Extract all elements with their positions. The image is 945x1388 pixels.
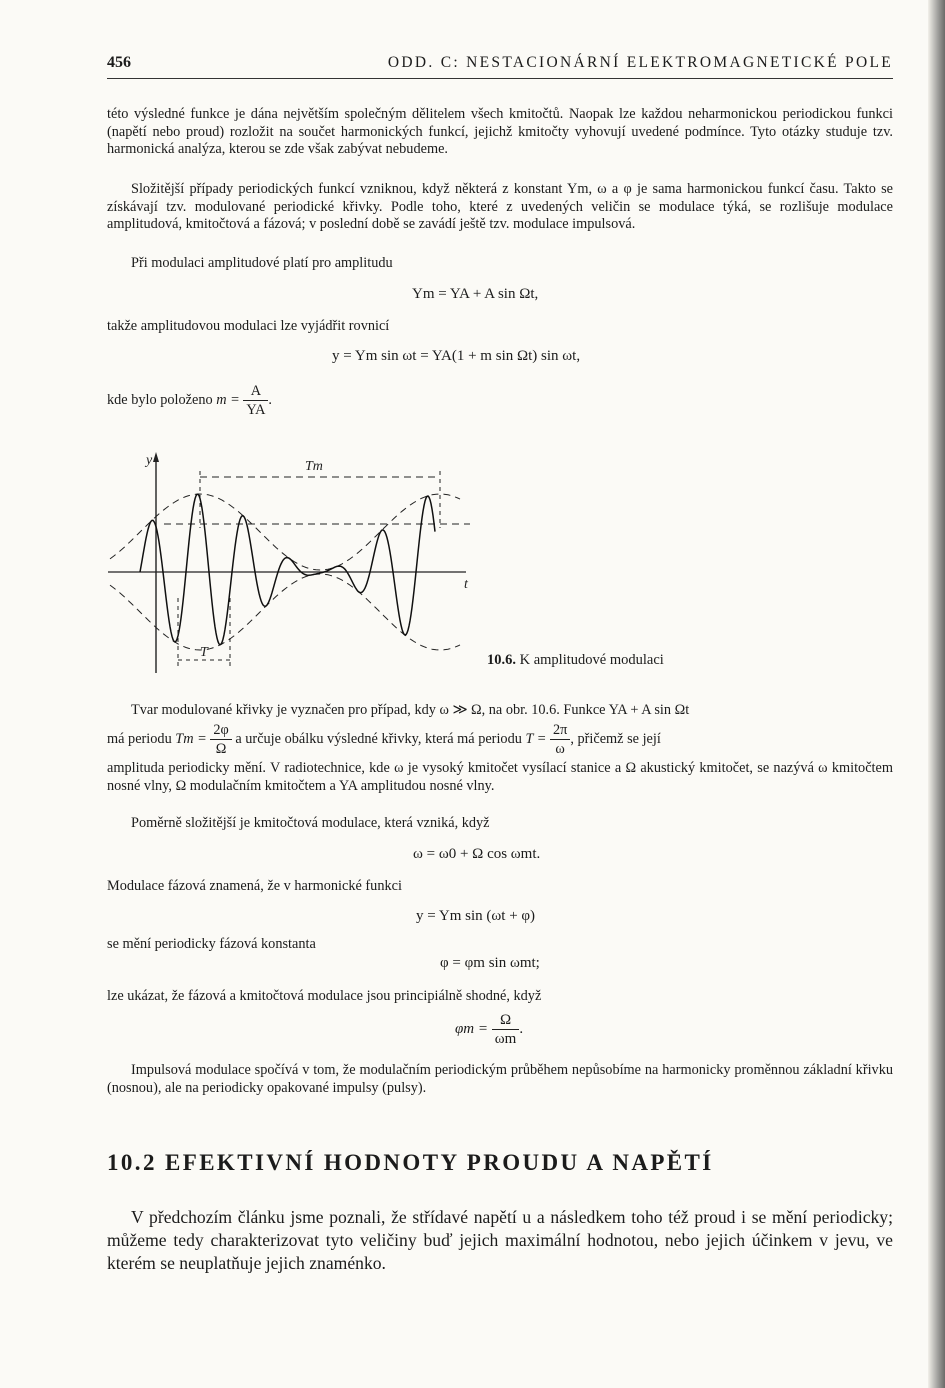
figure-number: 10.6. (487, 652, 516, 668)
paragraph-6: Tvar modulované křivky je vyznačen pro případ, kdy ω ≫ Ω, na obr. 10.6. Funkce YA + A sin Ωt (131, 702, 690, 718)
tm-denominator: Ω (215, 741, 227, 757)
modulation-depth-lhs: m = (216, 391, 240, 408)
paragraph-12: Impulsová modulace spočívá v tom, že modulačním periodickým průběhem nepůsobíme na harmonicky proměnnou základní křivku (nosnou), ale na periodicky opakované impulsy (pulsy). (107, 1062, 893, 1096)
modulated-wave (140, 494, 435, 645)
period-line (107, 721, 661, 758)
paragraph-4: takže amplitudovou modulaci lze vyjádřit rovnicí (107, 318, 390, 334)
figure-caption-text: K amplitudové modulaci (519, 652, 664, 668)
paragraph-13: V předchozím článku jsme poznali, že střídavé napětí u a následkem toho též proud i se mění periodicky; můžeme tedy charakterizovat tyto veličiny buď jejich maximální hodnotou, nebo jejich účinkem v jevu, ve kterém se neuplatňuje jejich znaménko. (107, 1207, 893, 1273)
paragraph-1: této výsledné funkce je dána největším společným dělitelem všech kmitočtů. Naopak lze každou neharmonickou periodickou funkci (napětí nebo proud) rozložit na součet harmonických funkcí, jejichž kmitočty vyhovují uvedené podmínce. Tyto otázky studuje tzv. harmonická analýza, kterou se zde však zabývat nebudeme. (107, 106, 893, 158)
t-fraction (550, 721, 570, 758)
paragraph-10: se mění periodicky fázová konstanta (107, 936, 316, 952)
paragraph-2: Složitější případy periodických funkcí vzniknou, když některá z konstant Ym, ω a φ je sama harmonickou funkcí času. Takto se získávají tzv. modulované periodické křivky. Podle toho, které z uvedených veličin se modulace týká, se rozlišuje modulace amplitudová, kmitočtová a fázová; v poslední době se zavádí ještě tzv. modulace impulsová. (107, 181, 893, 233)
equivalence-lhs: φm = (455, 1020, 489, 1037)
t-lhs: T = (525, 730, 547, 747)
t-period-label: T (200, 645, 208, 660)
tm-label: Tm (305, 459, 323, 474)
equivalence-numerator: Ω (492, 1011, 520, 1030)
paragraph-9: Modulace fázová znamená, že v harmonické funkci (107, 878, 402, 894)
figure-caption (487, 652, 664, 669)
equivalence-denominator: ωm (494, 1031, 517, 1047)
y-axis-label: y (146, 453, 153, 468)
fraction-numerator: A (243, 382, 268, 401)
equation-equivalence: φm = $\frac{\Omega}{\omega m}$ . (455, 1012, 524, 1047)
page-edge-shadow (928, 0, 945, 1388)
t-axis-label: t (464, 577, 468, 592)
tm-fraction (210, 721, 231, 758)
t-numerator: 2π (550, 721, 570, 740)
y-axis-arrow (153, 452, 159, 462)
page-number: 456 (107, 54, 131, 71)
period-tail: , přičemž se její (570, 730, 661, 747)
modulation-depth-fraction (243, 382, 268, 419)
running-title: ODD. C: NESTACIONÁRNÍ ELEKTROMAGNETICKÉ POLE (387, 54, 893, 71)
period-lead: má periodu (107, 730, 172, 747)
equation-am-wave: y = Ym sin ωt = YA(1 + m sin Ωt) sin ωt, (332, 348, 581, 364)
t-denominator: ω (555, 741, 565, 757)
page-header (107, 54, 893, 79)
equation-pm: φ = φm sin ωmt; (440, 955, 540, 971)
equation-fm: ω = ω0 + Ω cos ωmt. (413, 846, 541, 862)
paragraph-11: lze ukázat, že fázová a kmitočtová modulace jsou principiálně shodné, když (107, 988, 542, 1004)
equation-phase-wave: y = Ym sin (ωt + φ) (416, 908, 536, 924)
paragraph-3: Při modulaci amplitudové platí pro amplitudu (131, 255, 393, 271)
paragraph-7: amplituda periodicky mění. V radiotechnice, kde ω je vysoký kmitočet vysílací stanice a Ω akustický kmitočet, se nazývá ω kmitočtem nosné vlny, Ω modulačním kmitočtem a YA amplitudou nosné vlny. (107, 760, 893, 794)
equation-amplitude: Ym = YA + A sin Ωt, (412, 286, 539, 302)
equivalence-fraction (492, 1011, 520, 1048)
paragraph-8: Poměrně složitější je kmitočtová modulace, která vzniká, když (131, 815, 490, 831)
period-mid: a určuje obálku výsledné křivky, která má periodu (235, 730, 522, 747)
am-figure (100, 448, 480, 678)
section-heading: 10.2 EFEKTIVNÍ HODNOTY PROUDU A NAPĚTÍ (107, 1150, 714, 1175)
envelope-lower (110, 574, 460, 650)
modulation-depth-line: kde bylo položeno m = $\frac{A}{YA}$ . (107, 383, 272, 418)
tm-numerator: 2φ (210, 721, 231, 740)
fraction-denominator: YA (246, 402, 266, 418)
modulation-depth-lead: kde bylo položeno (107, 391, 213, 408)
tm-lhs: Tm = (175, 730, 207, 747)
